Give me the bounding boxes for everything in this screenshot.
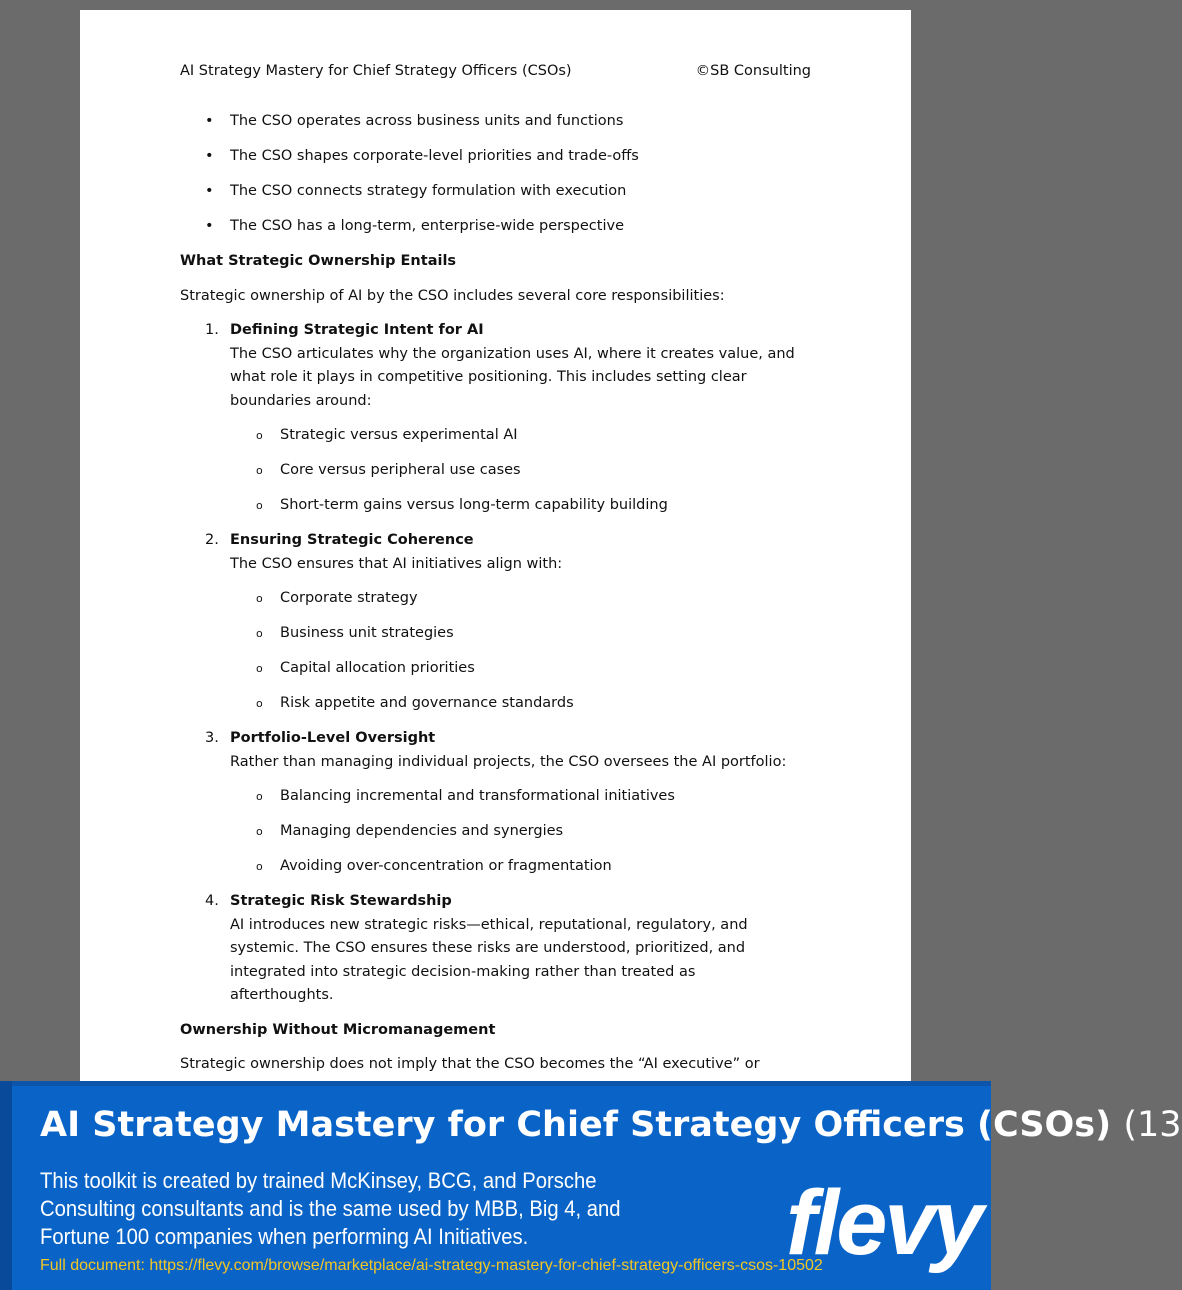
sub-item — [180, 622, 800, 646]
sub-marker: o — [256, 790, 263, 803]
sub-text: Core versus peripheral use cases — [280, 462, 521, 478]
section-lead: Strategic ownership does not imply that the CSO becomes the “AI executive” or — [180, 1056, 760, 1072]
flevy-logo: flevy — [786, 1172, 981, 1274]
sub-marker: o — [256, 464, 263, 477]
header-title: AI Strategy Mastery for Chief Strategy Officers (CSOs) — [180, 63, 572, 79]
sub-item — [180, 855, 800, 879]
bullet-text: The CSO operates across business units and functions — [230, 113, 624, 129]
banner-edge — [0, 1081, 12, 1290]
sub-marker: o — [256, 697, 263, 710]
sub-text: Short-term gains versus long-term capability building — [280, 497, 668, 513]
item-number: 4. — [205, 893, 219, 909]
item-title: Portfolio-Level Oversight — [230, 730, 436, 746]
bullet-marker: • — [205, 183, 214, 199]
item-body: Rather than managing individual projects, the CSO oversees the AI portfolio: — [230, 753, 787, 770]
item-number: 3. — [205, 730, 219, 746]
item-title: Ensuring Strategic Coherence — [230, 532, 474, 548]
section-heading: Ownership Without Micromanagement — [180, 1021, 496, 1038]
document-body — [180, 110, 800, 1111]
sub-text: Avoiding over-concentration or fragmentation — [280, 858, 612, 874]
sub-marker: o — [256, 662, 263, 675]
item-number: 2. — [205, 532, 219, 548]
header-copyright: ©SB Consulting — [695, 63, 811, 79]
sub-item — [180, 692, 800, 716]
item-body: The CSO ensures that AI initiatives align with: — [230, 555, 563, 572]
item-number: 1. — [205, 322, 219, 338]
bullet-text: The CSO connects strategy formulation with execution — [230, 183, 627, 199]
item-title: Strategic Risk Stewardship — [230, 893, 452, 909]
numbered-item — [180, 727, 800, 774]
sub-text: Risk appetite and governance standards — [280, 695, 574, 711]
item-body: The CSO articulates why the organization uses AI, where it creates value, and what role it plays in competitive positioning. This includes setting clear boundaries around: — [230, 345, 795, 409]
bullet-marker: • — [205, 218, 214, 234]
numbered-item — [180, 319, 800, 413]
section-lead: Strategic ownership of AI by the CSO includes several core responsibilities: — [180, 287, 725, 304]
full-document-link[interactable]: Full document: https://flevy.com/browse/marketplace/ai-strategy-mastery-for-chief-strategy-officers-csos-10502 — [40, 1257, 823, 1274]
sub-marker: o — [256, 860, 263, 873]
bullet-item — [180, 180, 800, 204]
sub-text: Business unit strategies — [280, 625, 454, 641]
banner-top-stripe — [0, 1081, 991, 1086]
bullet-marker: • — [205, 113, 214, 129]
sub-text: Managing dependencies and synergies — [280, 823, 564, 839]
sub-item — [180, 459, 800, 483]
promo-banner — [0, 1081, 1182, 1290]
sub-item — [180, 424, 800, 448]
sub-text: Capital allocation priorities — [280, 660, 475, 676]
item-body: AI introduces new strategic risks—ethical, reputational, regulatory, and systemic. The CSO ensures these risks are understood, prioritized, and integrated into strategic decision-making rather than treated as afterthoughts. — [230, 916, 748, 1003]
document-page — [80, 10, 911, 1081]
bullet-item — [180, 215, 800, 239]
bullet-text: The CSO shapes corporate-level priorities and trade-offs — [230, 148, 639, 164]
sub-marker: o — [256, 825, 263, 838]
sub-marker: o — [256, 429, 263, 442]
sub-marker: o — [256, 499, 263, 512]
sub-marker: o — [256, 627, 263, 640]
sub-item — [180, 587, 800, 611]
sub-marker: o — [256, 592, 263, 605]
sub-item — [180, 494, 800, 518]
sub-text: Strategic versus experimental AI — [280, 427, 518, 443]
item-title: Defining Strategic Intent for AI — [230, 322, 484, 338]
section-heading: What Strategic Ownership Entails — [180, 253, 457, 269]
sub-text: Balancing incremental and transformational initiatives — [280, 788, 675, 804]
sub-item — [180, 657, 800, 681]
numbered-item — [180, 529, 800, 576]
page-header — [180, 63, 811, 79]
banner-title — [40, 1105, 1182, 1145]
sub-item — [180, 820, 800, 844]
bullet-text: The CSO has a long-term, enterprise-wide perspective — [230, 218, 624, 234]
banner-title-text: AI Strategy Mastery for Chief Strategy Officers (CSOs) — [40, 1105, 1112, 1145]
bullet-marker: • — [205, 148, 214, 164]
sub-item — [180, 785, 800, 809]
bullet-item — [180, 145, 800, 169]
banner-page-count: (13 — [1123, 1105, 1182, 1145]
bullet-item — [180, 110, 800, 134]
banner-description: This toolkit is created by trained McKinsey, BCG, and Porsche Consulting consultants and is the same used by MBB, Big 4, and Fortune 100 companies when performing AI Initiatives. — [40, 1168, 621, 1249]
sub-text: Corporate strategy — [280, 590, 418, 606]
numbered-item — [180, 890, 800, 1008]
